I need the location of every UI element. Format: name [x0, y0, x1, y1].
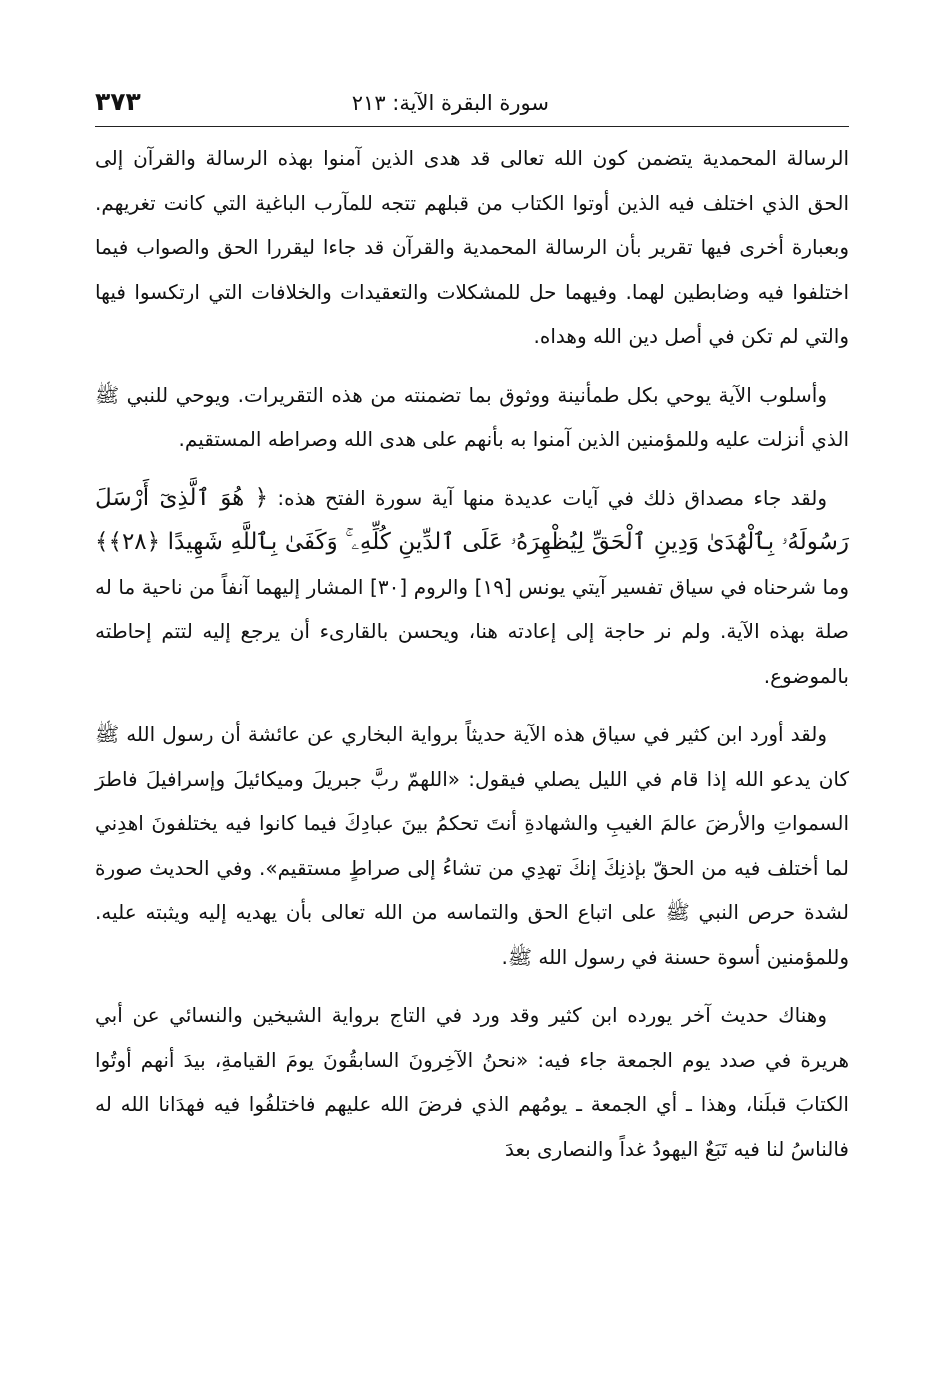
paragraph-3-intro: ولقد جاء مصداق ذلك في آيات عديدة منها آية سورة الفتح هذه:: [268, 485, 827, 510]
paragraph-3: [95, 476, 849, 699]
paragraph-4: ولقد أورد ابن كثير في سياق هذه الآية حديثاً برواية البخاري عن عائشة أن رسول الله ﷺ كان يدعو الله إذا قام في الليل يصلي فيقول: «اللهمّ ربَّ جبريلَ وميكائيلَ وإسرافيلَ فاطرَ السمواتِ والأرضَ عالمَ الغيبِ والشهادةِ أنتَ تحكمُ بينَ عبادِكَ فيما كانوا فيه يختلفونَ اهدِني لما أختلف فيه من الحقّ بإذنِكَ إنكَ تهدِي من تشاءُ إلى صراطٍ مستقيم». وفي الحديث صورة لشدة حرص النبي ﷺ على اتباع الحق والتماسه من الله تعالى بأن يهديه إليه ويثبته عليه. وللمؤمنين أسوة حسنة في رسول الله ﷺ.: [95, 722, 849, 969]
page-number: ٣٧٣: [95, 87, 141, 116]
header-rule: [95, 126, 849, 127]
paragraph-2: وأسلوب الآية يوحي بكل طمأنينة ووثوق بما تضمنته من هذه التقريرات. ويوحي للنبي ﷺ الذي أنزلت عليه وللمؤمنين الذين آمنوا به بأنهم على هدى الله وصراطه المستقيم.: [95, 382, 849, 451]
running-title: سورة البقرة الآية: ٢١٣: [351, 91, 549, 115]
body-text: [95, 136, 849, 1185]
paragraph-1: الرسالة المحمدية يتضمن كون الله تعالى قد هدى الذين آمنوا بهذه الرسالة والقرآن إلى الحق الذي اختلف فيه الذين أوتوا الكتاب من قبلهم تتجه للمآرب الباغية التي كانت تغريهم. وبعبارة أخرى فيها تقرير بأن الرسالة المحمدية والقرآن قد جاءا ليقررا الحق والصواب فيما اختلفوا فيه وضابطين لهما. وفيهما حل للمشكلات والتعقيدات والخلافات التي ارتكسوا فيها والتي لم تكن في أصل دين الله وهداه.: [95, 146, 849, 348]
paragraph-3-rest: وما شرحناه في سياق تفسير آيتي يونس [١٩] والروم [٣٠] المشار إليهما آنفاً من ناحية ما له صلة بهذه الآية. ولم نر حاجة إلى إعادته هنا، ويحسن بالقارىء أن يرجع إليه لتتم إحاطته بالموضوع.: [95, 574, 849, 688]
paragraph-5: وهناك حديث آخر يورده ابن كثير وقد ورد في التاج برواية الشيخين والنسائي عن أبي هريرة في صدد يوم الجمعة جاء فيه: «نحنُ الآخِرونَ السابقُونَ يومَ القيامةِ، بيدَ أنهم أوتُوا الكتابَ قبلَنا، وهذا ـ أي الجمعة ـ يومُهم الذي فرضَ الله عليهم فاختلفُوا فيه فهدَانا الله له فالناسُ لنا فيه تَبَعٌ اليهودُ غداً والنصارى بعدَ: [95, 1003, 849, 1161]
page-header: [95, 86, 849, 126]
quran-verse: ﴿ هُوَ ٱلَّذِىٓ أَرْسَلَ رَسُولَهُۥ بِٱلْهُدَىٰ وَدِينِ ٱلْحَقِّ لِيُظْهِرَهُۥ عَلَى ٱلدِّينِ كُلِّهِۦ ۚ وَكَفَىٰ بِٱللَّهِ شَهِيدًا ﴿٢٨﴾﴾: [95, 484, 849, 555]
